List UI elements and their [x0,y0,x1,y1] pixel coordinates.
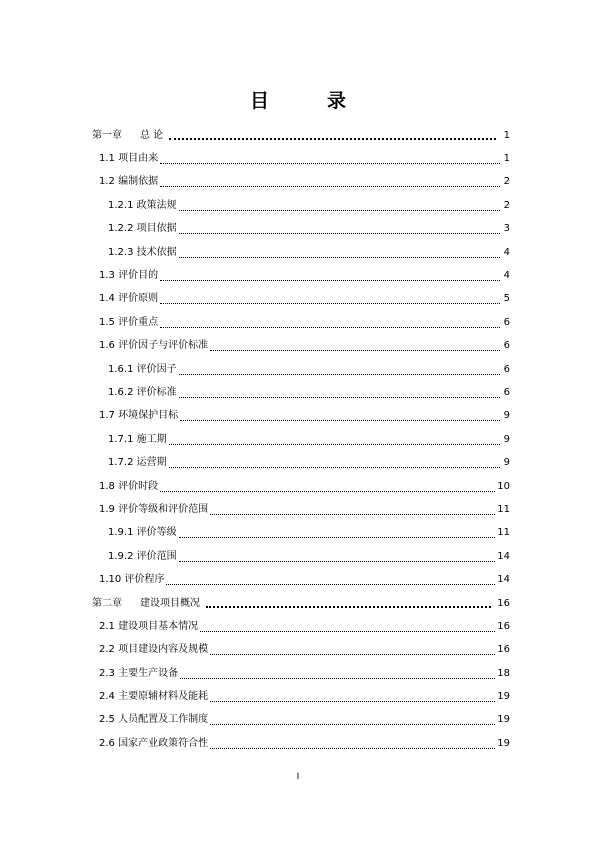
toc-title-char-2: 录 [327,90,347,112]
toc-dot-leader [179,209,500,211]
toc-entry[interactable] [92,428,510,451]
toc-chapter-title: 总 论 [140,129,164,141]
toc-entry-label: 1.6 评价因子与评价标准 [99,340,209,352]
toc-entry[interactable] [92,405,510,428]
toc-page-number: 4 [503,246,510,258]
toc-chapter-number: 第二章 [92,597,122,609]
toc-entry[interactable] [92,171,510,194]
toc-entry-label [92,598,200,610]
toc-page-number: 18 [497,667,510,679]
toc-page-number: 6 [503,363,510,375]
toc-entry[interactable] [92,358,510,381]
toc-entry[interactable] [92,662,510,685]
toc-entry[interactable] [92,335,510,358]
toc-page-number: 19 [497,737,510,749]
toc-page-number: 11 [497,503,510,515]
toc-dot-leader [210,653,495,655]
toc-entry-label: 1.2.1 政策法规 [108,199,177,211]
page-footer-number: I [296,772,300,782]
toc-entry[interactable] [92,451,510,474]
toc-chapter-entry[interactable] [92,592,510,615]
toc-page-number: 16 [497,644,510,656]
toc-dot-leader [160,490,495,492]
toc-page-number: 6 [503,386,510,398]
toc-entry-label: 1.10 评价程序 [99,574,165,586]
toc-chapter-number: 第一章 [92,129,122,141]
toc-entry[interactable] [92,218,510,241]
toc-page-number: 16 [497,620,510,632]
toc-entry-label: 2.2 项目建设内容及规模 [99,644,209,656]
toc-page-number: 9 [503,457,510,469]
toc-page-number: 10 [497,480,510,492]
toc-dot-leader [160,302,500,304]
toc-entry-label: 2.4 主要原辅材料及能耗 [99,691,209,703]
toc-dot-leader [169,443,500,445]
toc-entry-label: 2.3 主要生产设备 [99,667,179,679]
toc-entry-label: 1.9.2 评价范围 [108,550,177,562]
toc-entry[interactable] [92,147,510,170]
toc-dot-leader [206,605,491,608]
toc-page-number: 6 [503,340,510,352]
toc-dot-leader [160,185,500,187]
toc-dot-leader [160,279,500,281]
toc-entry[interactable] [92,241,510,264]
table-of-contents [92,124,510,756]
toc-dot-leader [179,256,500,258]
toc-entry-label: 1.6.2 评价标准 [108,386,177,398]
toc-page-number: 19 [497,691,510,703]
toc-page-number: 5 [503,293,510,305]
toc-entry-label: 1.7.1 施工期 [108,433,167,445]
toc-page-number: 9 [503,410,510,422]
toc-entry[interactable] [92,615,510,638]
toc-dot-leader [180,677,495,679]
toc-entry-label: 1.8 评价时段 [99,480,159,492]
toc-page-number: 2 [503,199,510,211]
toc-title-char-1: 目 [249,90,269,112]
toc-entry-label: 1.6.1 评价因子 [108,363,177,375]
toc-entry-label: 2.5 人员配置及工作制度 [99,714,209,726]
toc-entry-label: 1.1 项目由来 [99,153,159,165]
toc-title [0,86,596,113]
toc-entry[interactable] [92,568,510,591]
toc-dot-leader [179,232,500,234]
toc-entry[interactable] [92,288,510,311]
toc-entry-label: 1.5 评价重点 [99,316,159,328]
toc-entry-label: 1.4 评价原则 [99,293,159,305]
toc-dot-leader [210,700,495,702]
toc-page-number: 3 [503,223,510,235]
toc-entry[interactable] [92,732,510,755]
toc-entry-label: 1.3 评价目的 [99,270,159,282]
toc-dot-leader [200,630,495,632]
toc-page-number: 1 [503,153,510,165]
toc-page-number: 14 [497,574,510,586]
toc-entry-label: 1.2.2 项目依据 [108,223,177,235]
toc-entry[interactable] [92,685,510,708]
toc-entry-label: 1.2 编制依据 [99,176,159,188]
toc-page-number: 4 [503,270,510,282]
toc-dot-leader [169,466,500,468]
toc-entry-label: 2.6 国家产业政策符合性 [99,737,209,749]
toc-entry[interactable] [92,709,510,732]
toc-page-number: 6 [503,316,510,328]
toc-entry[interactable] [92,381,510,404]
toc-dot-leader [179,536,496,538]
toc-page-number: 19 [497,714,510,726]
toc-page-number: 14 [497,550,510,562]
toc-dot-leader [169,137,496,140]
toc-entry[interactable] [92,639,510,662]
toc-entry[interactable] [92,545,510,568]
toc-entry-label: 1.9.1 评价等级 [108,527,177,539]
toc-page-number: 9 [503,433,510,445]
toc-dot-leader [210,513,495,515]
toc-entry[interactable] [92,194,510,217]
toc-dot-leader [160,326,500,328]
toc-entry-label: 1.7.2 运营期 [108,457,167,469]
toc-entry-label: 1.2.3 技术依据 [108,246,177,258]
toc-dot-leader [179,560,496,562]
toc-dot-leader [179,373,500,375]
toc-dot-leader [210,723,495,725]
toc-entry-label [92,130,163,142]
toc-entry[interactable] [92,498,510,521]
toc-entry-label: 1.7 环境保护目标 [99,410,179,422]
toc-page-number: 2 [503,176,510,188]
toc-dot-leader [166,583,495,585]
toc-entry-label: 2.1 建设项目基本情况 [99,620,199,632]
toc-dot-leader [179,396,500,398]
toc-dot-leader [160,162,500,164]
toc-page-number: 16 [497,597,510,609]
toc-dot-leader [210,747,495,749]
toc-chapter-title: 建设项目概况 [140,597,200,609]
toc-entry[interactable] [92,522,510,545]
toc-chapter-entry[interactable] [92,124,510,147]
toc-dot-leader [210,349,500,351]
toc-entry[interactable] [92,475,510,498]
toc-entry[interactable] [92,264,510,287]
toc-page-number: 1 [503,129,510,141]
toc-dot-leader [180,419,500,421]
toc-entry-label: 1.9 评价等级和评价范围 [99,503,209,515]
toc-page-number: 11 [497,527,510,539]
toc-entry[interactable] [92,311,510,334]
